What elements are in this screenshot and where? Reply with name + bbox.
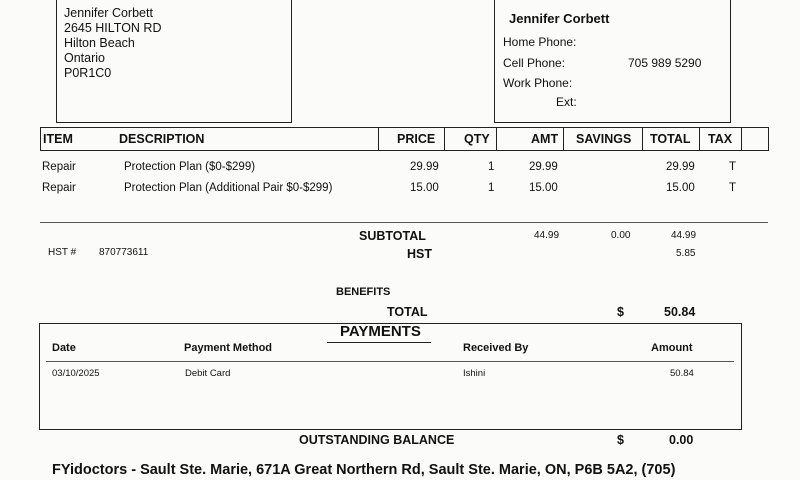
row-amt: 15.00 bbox=[529, 182, 558, 194]
row-qty: 1 bbox=[488, 161, 495, 173]
subtotal-total: 44.99 bbox=[671, 230, 697, 241]
header-description: DESCRIPTION bbox=[119, 132, 205, 146]
total-amount: 50.84 bbox=[664, 305, 696, 319]
header-total: TOTAL bbox=[650, 132, 691, 146]
header-divider bbox=[496, 128, 497, 150]
header-divider bbox=[699, 128, 700, 150]
hst-amount: 5.85 bbox=[676, 248, 696, 259]
payment-amount: 50.84 bbox=[670, 368, 694, 379]
row-tax: T bbox=[729, 182, 737, 194]
subtotal-savings: 0.00 bbox=[611, 230, 631, 241]
header-price: PRICE bbox=[397, 132, 436, 146]
outstanding-amount: 0.00 bbox=[669, 433, 694, 447]
header-qty: QTY bbox=[464, 132, 490, 146]
divider bbox=[40, 222, 768, 223]
ext-label: Ext: bbox=[556, 95, 577, 109]
header-divider bbox=[741, 128, 742, 150]
total-label: TOTAL bbox=[387, 305, 428, 319]
header-item: ITEM bbox=[43, 132, 73, 146]
payment-date: 03/10/2025 bbox=[52, 368, 100, 379]
table-row bbox=[40, 178, 767, 198]
subtotal-amt: 44.99 bbox=[534, 230, 560, 241]
cell-phone-value: 705 989 5290 bbox=[628, 56, 702, 70]
total-currency: $ bbox=[617, 305, 624, 319]
payments-divider bbox=[46, 361, 734, 362]
row-amt: 29.99 bbox=[529, 161, 558, 173]
customer-street: 2645 HILTON RD bbox=[64, 21, 162, 35]
row-item: Repair bbox=[42, 161, 76, 173]
work-phone-label: Work Phone: bbox=[503, 76, 573, 90]
row-qty: 1 bbox=[488, 182, 495, 194]
hst-number-label: HST # bbox=[48, 247, 77, 258]
hst-label: HST bbox=[407, 247, 432, 261]
outstanding-label: OUTSTANDING BALANCE bbox=[299, 433, 455, 447]
outstanding-currency: $ bbox=[617, 433, 624, 447]
customer-address bbox=[64, 6, 162, 81]
header-savings: SAVINGS bbox=[576, 132, 632, 146]
row-total: 29.99 bbox=[666, 161, 695, 173]
payment-method: Debit Card bbox=[185, 368, 231, 379]
payments-header-method: Payment Method bbox=[184, 342, 273, 354]
customer-city: Hilton Beach bbox=[64, 36, 135, 50]
payments-header-received-by: Received By bbox=[463, 342, 529, 354]
payments-header-date: Date bbox=[52, 342, 76, 354]
subtotal-label: SUBTOTAL bbox=[359, 229, 426, 243]
header-divider bbox=[642, 128, 643, 150]
row-tax: T bbox=[729, 161, 737, 173]
header-divider bbox=[563, 128, 564, 150]
row-description: Protection Plan ($0-$299) bbox=[124, 161, 256, 173]
customer-province: Ontario bbox=[64, 51, 105, 65]
payment-received-by: Ishini bbox=[463, 368, 486, 379]
customer-name: Jennifer Corbett bbox=[64, 6, 153, 20]
customer-postal-code: P0R1C0 bbox=[64, 66, 112, 80]
header-amt: AMT bbox=[531, 132, 559, 146]
contact-name: Jennifer Corbett bbox=[509, 11, 610, 26]
benefits-label: BENEFITS bbox=[336, 286, 391, 298]
row-item: Repair bbox=[42, 182, 76, 194]
header-tax: TAX bbox=[708, 132, 733, 146]
cell-phone-label: Cell Phone: bbox=[503, 56, 566, 70]
payments-header-amount: Amount bbox=[651, 342, 693, 354]
store-footer: FYidoctors - Sault Ste. Marie, 671A Great Northern Rd, Sault Ste. Marie, ON, P6B 5A2, (705) bbox=[52, 462, 676, 478]
table-row bbox=[40, 157, 767, 177]
payments-title-underline bbox=[327, 342, 431, 343]
row-price: 15.00 bbox=[410, 182, 439, 194]
home-phone-label: Home Phone: bbox=[503, 35, 577, 49]
items-table-header bbox=[40, 127, 769, 151]
row-total: 15.00 bbox=[666, 182, 695, 194]
row-description: Protection Plan (Additional Pair $0-$299) bbox=[124, 182, 333, 194]
header-divider bbox=[378, 128, 379, 150]
hst-number: 870773611 bbox=[99, 247, 149, 258]
payments-title: PAYMENTS bbox=[340, 323, 421, 340]
row-price: 29.99 bbox=[410, 161, 439, 173]
header-divider bbox=[444, 128, 445, 150]
